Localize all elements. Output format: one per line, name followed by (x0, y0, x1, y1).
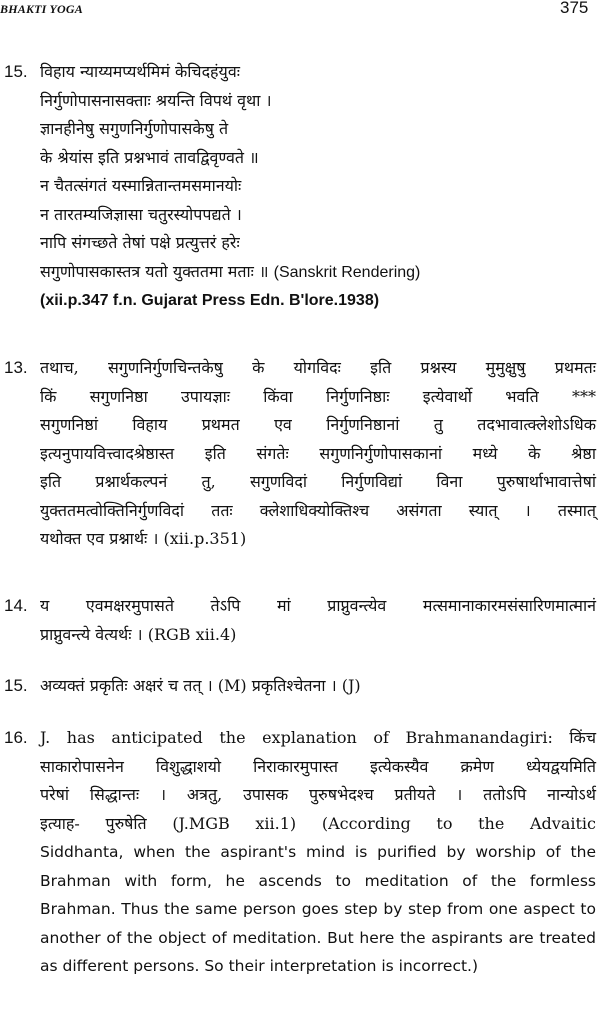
verse-text: सगुणोपासकास्तत्र यतो युक्ततमा मताः ॥ (40, 261, 269, 281)
text-line: इत्याह- पुरुषेति (J.MGB xii.1) (According to the Advaitic (40, 813, 596, 833)
text-line: अव्यक्तं प्रकृतिः अक्षरं च तत् । (M) प्रकृतिश्चेतना । (J) (40, 676, 361, 695)
verse-line: नापि संगच्छते तेषां पक्षे प्रत्युत्तरं हरेः (40, 233, 240, 252)
text-line: साकारोपासनेन विशुद्धाशयो निराकारमुपास्त इत्येकस्यैव क्रमेण ध्येयद्वयमिति (40, 756, 596, 776)
text-line: प्राप्नुवन्त्ये वेत्यर्थः । (RGB xii.4) (40, 624, 237, 644)
text-line: J. has anticipated the explanation of Brahmanandagiri: किंच (40, 728, 596, 747)
footnote-16 (4, 724, 596, 981)
text-line: य एवमक्षरमुपासते तेऽपि मां प्राप्नुवन्त्येव मत्समानाकारमसंसारिणमात्मानं (40, 596, 596, 615)
rendering-tag: (Sanskrit Rendering) (273, 263, 421, 281)
english-explanation: Siddhanta, when the aspirant's mind is purified by worship of the Brahman with form, he ascends to meditation of the formless Brahman. Thus the same person goes step by step from one aspect to another of the object of meditation. But here the aspirants are treated as different persons. So their interpretation is incorrect.) (40, 843, 596, 975)
verse-line: न चैतत्संगतं यस्मान्नितान्तमसमानयोः (40, 176, 242, 195)
note-number: 15. (4, 676, 28, 695)
footnote-13 (4, 354, 596, 554)
text-line: परेषां सिद्धान्तः । अत्रतु, उपासक पुरुषभेदश्च प्रतीयते । ततोऽपि नान्योऽर्थ (40, 785, 596, 804)
footnote-15-verse (4, 58, 596, 316)
verse-line: न तारतम्यजिज्ञासा चतुरस्योपपद्यते । (40, 204, 242, 224)
text-line: इति प्रश्नार्थकल्पनं तु, सगुणविदां निर्गुणविद्यां विना पुरुषार्थाभावात्तेषां (40, 472, 596, 491)
text-line: युक्ततमत्वोक्तिनिर्गुणविदां ततः क्लेशाधिक्योक्तिश्च असंगता स्यात् । तस्मात् (40, 500, 596, 520)
page-number: 375 (560, 0, 589, 17)
verse-line (40, 258, 596, 288)
text-line: तथाच, सगुणनिर्गुणचिन्तकेषु के योगविदः इति प्रश्नस्य मुमुक्षुषु प्रथमतः (40, 358, 596, 377)
text-line: यथोक्त एव प्रश्नार्थः । (xii.p.351) (40, 529, 247, 548)
verse-line: विहाय न्याय्यमप्यर्थमिमं केचिदहंयुवः (40, 62, 240, 81)
note-body (40, 58, 596, 316)
note-body (40, 724, 596, 981)
page-header (0, 0, 600, 40)
note-number: 13. (4, 358, 28, 377)
note-body (40, 672, 596, 701)
text-line: सगुणनिष्ठां विहाय प्रथमत एव निर्गुणनिष्ठानां तु तदभावात्क्लेशोऽधिक (40, 415, 596, 434)
footnote-14 (4, 592, 596, 649)
verse-line: ज्ञानहीनेषु सगुणनिर्गुणोपासकेषु ते (40, 119, 229, 138)
text-line: किं सगुणनिष्ठा उपायज्ञाः किंवा निर्गुणनिष्ठाः इत्येवार्थो भवति *** (40, 386, 596, 406)
note-number: 16. (4, 728, 28, 747)
note-body (40, 354, 596, 554)
note-number: 14. (4, 596, 28, 615)
running-head: BHAKTI YOGA (0, 2, 83, 16)
verse-line: के श्रेयांस इति प्रश्नभावं तावद्विवृण्वते ॥ (40, 147, 259, 167)
text-line: इत्यनुपायवित्त्वादश्रेष्ठास्त इति संगतेः सगुणनिर्गुणोपासकानां मध्ये के श्रेष्ठा (40, 443, 596, 463)
footnote-15 (4, 672, 596, 701)
note-body (40, 592, 596, 649)
note-number: 15. (4, 62, 28, 81)
citation: (xii.p.347 f.n. Gujarat Press Edn. B'lore.1938) (40, 292, 380, 309)
verse-line: निर्गुणोपासनासक्ताः श्रयन्ति विपथं वृथा । (40, 90, 272, 110)
